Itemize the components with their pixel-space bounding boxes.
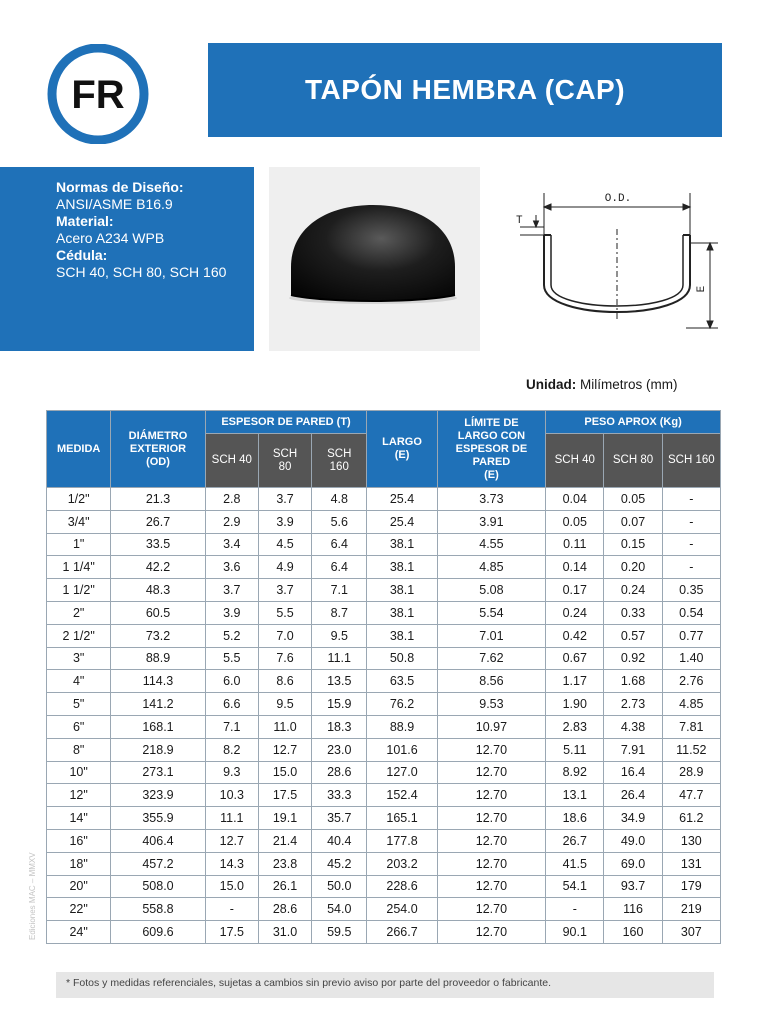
table-cell: 273.1	[111, 761, 205, 784]
table-cell: 3.9	[258, 510, 311, 533]
table-cell: 13.5	[312, 670, 367, 693]
table-cell: 6.4	[312, 556, 367, 579]
table-row	[47, 533, 721, 556]
table-cell: 0.57	[604, 624, 662, 647]
table-cell: 11.1	[312, 647, 367, 670]
table-cell: 11.52	[662, 738, 720, 761]
table-cell: 34.9	[604, 807, 662, 830]
table-cell: 9.53	[437, 693, 545, 716]
table-cell: 33.3	[312, 784, 367, 807]
table-cell: 127.0	[367, 761, 437, 784]
e-label: E	[696, 285, 708, 293]
table-cell: 0.24	[604, 579, 662, 602]
table-cell: 12.70	[437, 921, 545, 944]
header-medida: MEDIDA	[47, 411, 111, 488]
table-cell: 1.90	[546, 693, 604, 716]
table-cell: 0.67	[546, 647, 604, 670]
table-cell: 18.3	[312, 715, 367, 738]
table-row	[47, 784, 721, 807]
table-cell: 7.62	[437, 647, 545, 670]
header-espesor: ESPESOR DE PARED (T)	[205, 411, 367, 434]
table-cell: -	[205, 898, 258, 921]
table-cell: 69.0	[604, 852, 662, 875]
table-cell: 50.0	[312, 875, 367, 898]
table-cell: 1/2"	[47, 488, 111, 511]
table-cell: 23.0	[312, 738, 367, 761]
table-cell: 5.5	[205, 647, 258, 670]
table-cell: 3.4	[205, 533, 258, 556]
table-cell: 4"	[47, 670, 111, 693]
table-cell: 4.55	[437, 533, 545, 556]
cedula-value: SCH 40, SCH 80, SCH 160	[56, 264, 227, 280]
table-cell: 12.70	[437, 875, 545, 898]
cedula-label: Cédula:	[56, 247, 108, 263]
header-sch80: SCH 80	[258, 434, 311, 488]
table-row	[47, 761, 721, 784]
design-value: ANSI/ASME B16.9	[56, 196, 173, 212]
table-cell: 63.5	[367, 670, 437, 693]
table-cell: 17.5	[258, 784, 311, 807]
table-cell: 15.0	[205, 875, 258, 898]
table-cell: 1 1/2"	[47, 579, 111, 602]
table-cell: 323.9	[111, 784, 205, 807]
table-cell: 7.81	[662, 715, 720, 738]
design-label: Normas de Diseño:	[56, 179, 184, 195]
table-row	[47, 647, 721, 670]
table-cell: 0.54	[662, 601, 720, 624]
table-body	[47, 488, 721, 944]
table-cell: 45.2	[312, 852, 367, 875]
table-cell: 41.5	[546, 852, 604, 875]
table-cell: 21.4	[258, 829, 311, 852]
table-cell: 3.7	[258, 488, 311, 511]
table-cell: 28.9	[662, 761, 720, 784]
dimensions-table	[46, 410, 721, 944]
table-cell: 11.1	[205, 807, 258, 830]
table-cell: 33.5	[111, 533, 205, 556]
table-cell: 6.4	[312, 533, 367, 556]
table-cell: 17.5	[205, 921, 258, 944]
table-cell: 8.92	[546, 761, 604, 784]
table-cell: 0.07	[604, 510, 662, 533]
table-cell: 218.9	[111, 738, 205, 761]
table-cell: 9.5	[258, 693, 311, 716]
table-cell: 165.1	[367, 807, 437, 830]
table-cell: 116	[604, 898, 662, 921]
table-cell: 4.85	[662, 693, 720, 716]
table-cell: 16.4	[604, 761, 662, 784]
table-cell: 228.6	[367, 875, 437, 898]
table-cell: 5.08	[437, 579, 545, 602]
table-cell: 15.0	[258, 761, 311, 784]
table-cell: -	[662, 488, 720, 511]
table-cell: 179	[662, 875, 720, 898]
table-cell: 101.6	[367, 738, 437, 761]
table-cell: 152.4	[367, 784, 437, 807]
table-row	[47, 921, 721, 944]
table-cell: 1 1/4"	[47, 556, 111, 579]
table-cell: 88.9	[111, 647, 205, 670]
table-cell: 508.0	[111, 875, 205, 898]
table-cell: 1.40	[662, 647, 720, 670]
table-cell: -	[662, 510, 720, 533]
table-cell: 7.1	[205, 715, 258, 738]
table-cell: 26.4	[604, 784, 662, 807]
table-cell: 3"	[47, 647, 111, 670]
table-cell: 25.4	[367, 488, 437, 511]
header-largo: LARGO (E)	[367, 411, 437, 488]
table-cell: 0.77	[662, 624, 720, 647]
table-cell: 18.6	[546, 807, 604, 830]
table-cell: 49.0	[604, 829, 662, 852]
table-cell: 160	[604, 921, 662, 944]
table-cell: 14"	[47, 807, 111, 830]
table-cell: 3.73	[437, 488, 545, 511]
table-row	[47, 510, 721, 533]
table-cell: 5"	[47, 693, 111, 716]
table-cell: 10.3	[205, 784, 258, 807]
table-cell: 6.6	[205, 693, 258, 716]
table-cell: 11.0	[258, 715, 311, 738]
table-cell: 9.5	[312, 624, 367, 647]
unit-label: Unidad:	[526, 377, 577, 392]
table-cell: 50.8	[367, 647, 437, 670]
table-cell: 93.7	[604, 875, 662, 898]
logo-text: FR	[71, 73, 125, 117]
table-cell: 7.0	[258, 624, 311, 647]
table-cell: 7.01	[437, 624, 545, 647]
table-cell: 558.8	[111, 898, 205, 921]
table-cell: 203.2	[367, 852, 437, 875]
table-cell: 18"	[47, 852, 111, 875]
table-cell: 12.70	[437, 784, 545, 807]
table-cell: 131	[662, 852, 720, 875]
table-row	[47, 852, 721, 875]
table-cell: 7.6	[258, 647, 311, 670]
table-cell: 4.9	[258, 556, 311, 579]
table-cell: 0.42	[546, 624, 604, 647]
table-cell: 19.1	[258, 807, 311, 830]
table-cell: 31.0	[258, 921, 311, 944]
header-sch160: SCH 160	[312, 434, 367, 488]
table-cell: 0.05	[546, 510, 604, 533]
table-cell: 20"	[47, 875, 111, 898]
table-cell: 13.1	[546, 784, 604, 807]
watermark	[28, 810, 48, 950]
table-cell: 3.9	[205, 601, 258, 624]
table-cell: 10.97	[437, 715, 545, 738]
table-cell: 54.0	[312, 898, 367, 921]
table-cell: 26.7	[111, 510, 205, 533]
table-cell: 254.0	[367, 898, 437, 921]
table-cell: 12.70	[437, 738, 545, 761]
table-cell: 2.76	[662, 670, 720, 693]
table-row	[47, 488, 721, 511]
table-cell: 0.33	[604, 601, 662, 624]
table-cell: 26.7	[546, 829, 604, 852]
header-peso-sch80: SCH 80	[604, 434, 662, 488]
material-label: Material:	[56, 213, 114, 229]
table-cell: 2.9	[205, 510, 258, 533]
table-cell: 355.9	[111, 807, 205, 830]
table-row	[47, 670, 721, 693]
table-cell: 48.3	[111, 579, 205, 602]
table-cell: 141.2	[111, 693, 205, 716]
table-cell: 76.2	[367, 693, 437, 716]
table-cell: 0.14	[546, 556, 604, 579]
title-bar	[208, 43, 722, 137]
t-label: T	[516, 215, 523, 227]
table-cell: 26.1	[258, 875, 311, 898]
table-cell: 42.2	[111, 556, 205, 579]
table-cell: 6.0	[205, 670, 258, 693]
header-peso-sch160: SCH 160	[662, 434, 720, 488]
header-peso: PESO APROX (Kg)	[546, 411, 721, 434]
table-cell: 8"	[47, 738, 111, 761]
table-cell: 38.1	[367, 601, 437, 624]
table-cell: 12.70	[437, 807, 545, 830]
table-cell: 168.1	[111, 715, 205, 738]
table-cell: 38.1	[367, 556, 437, 579]
table-row	[47, 875, 721, 898]
table-cell: 54.1	[546, 875, 604, 898]
table-cell: 3.7	[258, 579, 311, 602]
table-cell: 59.5	[312, 921, 367, 944]
table-row	[47, 693, 721, 716]
table-cell: 7.1	[312, 579, 367, 602]
table-cell: 8.6	[258, 670, 311, 693]
table-cell: 38.1	[367, 533, 437, 556]
table-cell: 3.91	[437, 510, 545, 533]
table-cell: 16"	[47, 829, 111, 852]
table-cell: 609.6	[111, 921, 205, 944]
table-cell: 8.7	[312, 601, 367, 624]
od-label: O.D.	[604, 193, 632, 205]
table-cell: 5.5	[258, 601, 311, 624]
table-cell: 3.7	[205, 579, 258, 602]
watermark-text: Ediciones MAC – MMXV	[28, 852, 37, 940]
table-row	[47, 829, 721, 852]
table-cell: 38.1	[367, 579, 437, 602]
table-cell: 21.3	[111, 488, 205, 511]
table-cell: 114.3	[111, 670, 205, 693]
table-cell: 130	[662, 829, 720, 852]
table-cell: 12.70	[437, 829, 545, 852]
table-cell: 0.92	[604, 647, 662, 670]
table-cell: 1.68	[604, 670, 662, 693]
table-row	[47, 807, 721, 830]
table-cell: 40.4	[312, 829, 367, 852]
table-cell: 12.7	[258, 738, 311, 761]
table-cell: 10"	[47, 761, 111, 784]
table-cell: 61.2	[662, 807, 720, 830]
table-cell: -	[662, 533, 720, 556]
table-row	[47, 624, 721, 647]
table-cell: 0.20	[604, 556, 662, 579]
table-row	[47, 715, 721, 738]
footnote: * Fotos y medidas referenciales, sujetas a cambios sin previo aviso por parte del proveedor o fabricante.	[56, 972, 714, 998]
table-cell: 60.5	[111, 601, 205, 624]
table-cell: 266.7	[367, 921, 437, 944]
table-cell: 4.38	[604, 715, 662, 738]
table-cell: 8.2	[205, 738, 258, 761]
table-cell: 177.8	[367, 829, 437, 852]
spec-box	[0, 167, 254, 351]
header-sch40: SCH 40	[205, 434, 258, 488]
table-row	[47, 898, 721, 921]
table-cell: 4.8	[312, 488, 367, 511]
table-cell: 307	[662, 921, 720, 944]
table-cell: 0.24	[546, 601, 604, 624]
table-cell: 15.9	[312, 693, 367, 716]
table-cell: 0.17	[546, 579, 604, 602]
fr-logo	[44, 44, 152, 144]
table-cell: 24"	[47, 921, 111, 944]
table-cell: 35.7	[312, 807, 367, 830]
table-cell: 2.83	[546, 715, 604, 738]
table-row	[47, 738, 721, 761]
table-cell: 3.6	[205, 556, 258, 579]
header-peso-sch40: SCH 40	[546, 434, 604, 488]
table-cell: 2.8	[205, 488, 258, 511]
material-value: Acero A234 WPB	[56, 230, 165, 246]
table-cell: 38.1	[367, 624, 437, 647]
table-cell: 5.6	[312, 510, 367, 533]
table-cell: 3/4"	[47, 510, 111, 533]
table-cell: 47.7	[662, 784, 720, 807]
unit-line	[526, 377, 678, 392]
table-cell: 12.70	[437, 761, 545, 784]
table-cell: 73.2	[111, 624, 205, 647]
table-cell: -	[662, 556, 720, 579]
table-cell: 0.11	[546, 533, 604, 556]
table-row	[47, 556, 721, 579]
table-cell: 12.7	[205, 829, 258, 852]
table-cell: 2"	[47, 601, 111, 624]
unit-value: Milímetros (mm)	[580, 377, 678, 392]
table-cell: 12.70	[437, 852, 545, 875]
table-cell: 28.6	[258, 898, 311, 921]
table-cell: 1.17	[546, 670, 604, 693]
table-cell: 5.2	[205, 624, 258, 647]
table-cell: 0.35	[662, 579, 720, 602]
table-cell: 8.56	[437, 670, 545, 693]
table-cell: 4.85	[437, 556, 545, 579]
table-cell: 12"	[47, 784, 111, 807]
table-cell: 0.15	[604, 533, 662, 556]
table-cell: 0.04	[546, 488, 604, 511]
table-row	[47, 601, 721, 624]
table-cell: -	[546, 898, 604, 921]
table-cell: 90.1	[546, 921, 604, 944]
table-cell: 0.05	[604, 488, 662, 511]
table-cell: 4.5	[258, 533, 311, 556]
table-cell: 25.4	[367, 510, 437, 533]
cap-diagram	[508, 185, 728, 345]
table-cell: 7.91	[604, 738, 662, 761]
table-cell: 23.8	[258, 852, 311, 875]
page-title: TAPÓN HEMBRA (CAP)	[304, 74, 626, 105]
table-cell: 2.73	[604, 693, 662, 716]
header-limite: LÍMITE DE LARGO CON ESPESOR DE PARED (E)	[437, 411, 545, 488]
table-cell: 406.4	[111, 829, 205, 852]
product-photo	[269, 167, 480, 351]
table-cell: 28.6	[312, 761, 367, 784]
table-cell: 1"	[47, 533, 111, 556]
table-cell: 14.3	[205, 852, 258, 875]
table-cell: 88.9	[367, 715, 437, 738]
table-cell: 5.11	[546, 738, 604, 761]
header-diametro: DIÁMETRO EXTERIOR (OD)	[111, 411, 205, 488]
table-cell: 9.3	[205, 761, 258, 784]
table-cell: 12.70	[437, 898, 545, 921]
table-cell: 22"	[47, 898, 111, 921]
table-row	[47, 579, 721, 602]
table-cell: 6"	[47, 715, 111, 738]
table-cell: 219	[662, 898, 720, 921]
table-cell: 5.54	[437, 601, 545, 624]
table-cell: 2 1/2"	[47, 624, 111, 647]
table-cell: 457.2	[111, 852, 205, 875]
